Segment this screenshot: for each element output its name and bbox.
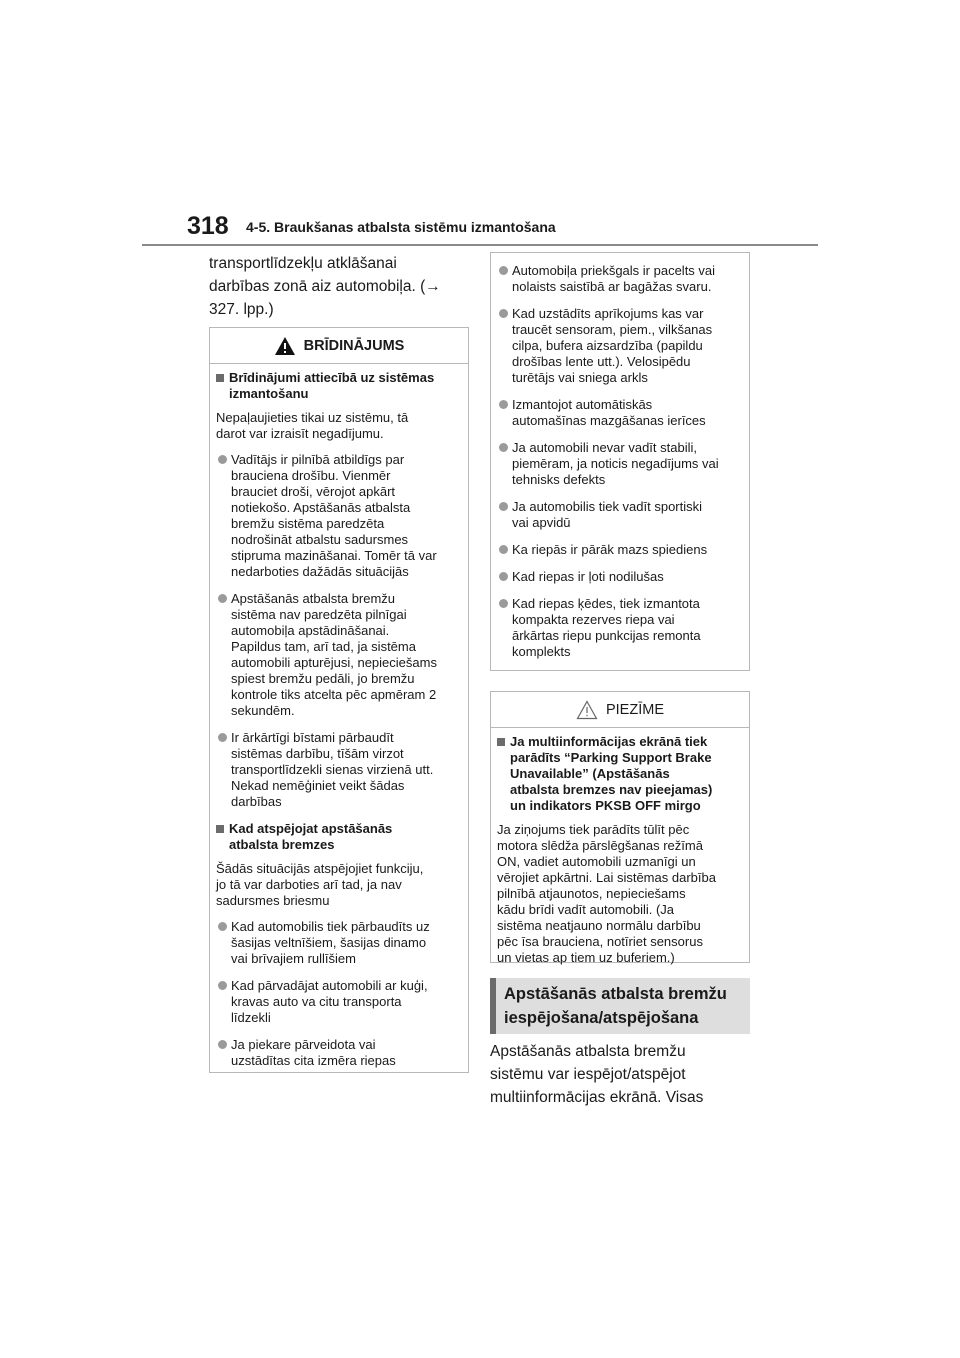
bullet-dot-icon [218,922,227,931]
bullet-line: automobili apturējusi, nepieciešams [231,655,437,670]
bullet-line: piemēram, ja noticis negadījums vai [512,456,719,471]
bullet-dot-icon [218,733,227,742]
bullet-dot-icon [499,599,508,608]
bullet-line: sekundēm. [231,703,295,718]
warning-continued-body [491,253,749,675]
bullet-line: Kad uzstādīts aprīkojums kas var [512,306,704,321]
bullet-line: tehnisks defekts [512,472,606,487]
paragraph-line: jo tā var darboties arī tad, ja nav [216,877,402,892]
section-heading-line: iespējošana/atspējošana [504,1009,699,1027]
bullet-line: spiest bremžu pedāli, jo bremžu [231,671,415,686]
bullet-line: bremžu sistēma paredzēta [231,516,385,531]
bullet-line: notiekošo. Apstāšanās atbalsta [231,500,411,515]
bullet-dot-icon [499,443,508,452]
bullet-line: šasijas veltnīšiem, šasijas dinamo [231,935,427,950]
warning-paragraph [216,861,462,909]
intro-text [209,252,469,321]
warning-header [210,328,468,364]
heading-line: atbalsta bremzes [229,837,335,852]
bullet-dot-icon [499,266,508,275]
warning-subheading [216,370,462,402]
bullet-dot-icon [499,309,508,318]
bullet-item [497,499,743,531]
bullet-line: sistēmas darbību, tīšām virzot [231,746,404,761]
section-title: 4-5. Braukšanas atbalsta sistēmu izmantošana [246,219,556,235]
bullet-item [497,440,743,488]
bullet-line: Kad pārvadājat automobili ar kuģi, [231,978,428,993]
bullet-line: komplekts [512,644,571,659]
notice-triangle-icon [576,700,598,720]
bullet-item [216,730,462,810]
paragraph-line: Ja ziņojums tiek parādīts tūlīt pēc [497,822,690,837]
paragraph-line: vērojiet apkārtni. Lai sistēmas darbība [497,870,716,885]
bullet-line: Apstāšanās atbalsta bremžu [231,591,396,606]
paragraph-line: sistēma neatjauno normālu darbību [497,918,701,933]
note-body [491,728,749,980]
bullet-line: Ja automobili nevar vadīt stabili, [512,440,697,455]
bullet-item [497,542,743,558]
bullet-line: Ja automobilis tiek vadīt sportiski [512,499,703,514]
bullet-line: vai apvidū [512,515,571,530]
bullet-line: drošības lente utt.). Velosipēdu [512,354,691,369]
bullet-line: brauciet droši, vērojot apkārt [231,484,396,499]
heading-line: un indikators PKSB OFF mirgo [510,798,701,813]
bullet-line: sistēma nav paredzēta pilnīgai [231,607,407,622]
note-title: PIEZĪME [605,701,664,718]
bullet-line: Izmantojot automātiskās [512,397,653,412]
note-paragraph [497,822,743,966]
bullet-item [497,397,743,429]
bullet-line: nedarboties dažādās situācijās [231,564,409,579]
bullet-line: vai brīvajiem rullīšiem [231,951,356,966]
intro-line: transportlīdzekļu atklāšanai [209,255,397,272]
intro-line: 327. lpp.) [209,301,274,318]
paragraph-line: pilnībā atjaunotos, nepieciešams [497,886,686,901]
outro-line: Apstāšanās atbalsta bremžu [490,1043,686,1060]
bullet-dot-icon [499,400,508,409]
paragraph-line: pēc īsa brauciena, notīriet sensorus [497,934,703,949]
warning-subheading [216,821,462,853]
bullet-dot-icon [499,572,508,581]
bullet-line: ārkārtas riepu punkcijas remonta [512,628,701,643]
section-heading-line: Apstāšanās atbalsta bremžu [504,985,727,1003]
bullet-line: cilpa, bufera aizsardzība (papildu [512,338,703,353]
bullet-dot-icon [218,1040,227,1049]
bullet-line: Kad riepas ķēdes, tiek izmantota [512,596,700,611]
heading-line: Kad atspējojat apstāšanās [229,821,393,836]
warning-title: BRĪDINĀJUMS [303,337,405,354]
heading-line: Unavailable” (Apstāšanās [510,766,670,781]
bullet-line: līdzekli [231,1010,271,1025]
bullet-dot-icon [218,594,227,603]
bullet-line: Kad riepas ir ļoti nodilušas [512,569,664,584]
section-heading-band [490,978,750,1034]
bullet-item [497,263,743,295]
paragraph-line: darot var izraisīt negadījumu. [216,426,384,441]
header-rule [142,244,818,246]
bullet-line: Ja piekare pārveidota vai [231,1037,376,1052]
warning-box [209,327,469,1073]
bullet-line: turētājs vai sniega arkls [512,370,648,385]
bullet-line: automašīnas mazgāšanas ierīces [512,413,706,428]
paragraph-line: Nepaļaujieties tikai uz sistēmu, tā [216,410,409,425]
bullet-line: nolaists saistībā ar bagāžas svaru. [512,279,712,294]
bullet-line: Ka riepās ir pārāk mazs spiediens [512,542,708,557]
heading-line: Brīdinājumi attiecībā uz sistēmas [229,370,435,385]
heading-line: izmantošanu [229,386,309,401]
note-subheading [497,734,743,814]
bullet-dot-icon [218,981,227,990]
bullet-item [497,569,743,585]
bullet-line: Vadītājs ir pilnībā atbildīgs par [231,452,405,467]
bullet-line: Ir ārkārtīgi bīstami pārbaudīt [231,730,394,745]
bullet-line: stipruma mazināšanai. Tomēr tā var [231,548,437,563]
bullet-line: uzstādītas cita izmēra riepas [231,1053,396,1068]
note-box [490,691,750,963]
square-bullet-icon [216,374,224,382]
bullet-item [216,591,462,719]
bullet-line: kontrole tiks atcelta pēc apmēram 2 [231,687,437,702]
bullet-line: darbības [231,794,282,809]
bullet-line: traucēt sensoram, piem., vilkšanas [512,322,713,337]
paragraph-line: ON, vadiet automobili uzmanīgi un [497,854,696,869]
bullet-line: nodrošināt atbalstu sadursmes [231,532,409,547]
square-bullet-icon [497,738,505,746]
note-header [491,692,749,728]
bullet-line: transportlīdzekli sienas virzienā utt. [231,762,434,777]
heading-line: Ja multiinformācijas ekrānā tiek [510,734,708,749]
bullet-line: brauciena drošību. Vienmēr [231,468,391,483]
bullet-item [497,596,743,660]
bullet-item [216,1037,462,1069]
bullet-item [497,306,743,386]
bullet-item [216,919,462,967]
paragraph-line: Šādās situācijās atspējojiet funkciju, [216,861,424,876]
intro-line: darbības zonā aiz automobiļa. (→ [209,278,441,295]
warning-continued-box [490,252,750,671]
page-number: 318 [187,212,229,240]
outro-text [490,1040,750,1109]
bullet-line: kompakta rezerves riepa vai [512,612,675,627]
bullet-item [216,452,462,580]
outro-line: sistēmu var iespējot/atspējot [490,1066,686,1083]
warning-paragraph [216,410,462,442]
bullet-line: Papildus tam, arī tad, ja sistēma [231,639,416,654]
outro-line: multiinformācijas ekrānā. Visas [490,1089,704,1106]
heading-line: parādīts “Parking Support Brake [510,750,712,765]
bullet-line: Nekad nemēģiniet veikt šādas [231,778,405,793]
bullet-line: automobiļa apstādināšanai. [231,623,390,638]
bullet-dot-icon [499,502,508,511]
warning-triangle-icon [274,336,296,356]
bullet-line: Kad automobilis tiek pārbaudīts uz [231,919,430,934]
paragraph-line: un vietas ap tiem uz buferiem.) [497,950,675,965]
paragraph-line: motora slēdža pārslēgšanas režīmā [497,838,703,853]
bullet-dot-icon [499,545,508,554]
warning-body [210,364,468,1084]
bullet-line: kravas auto va citu transporta [231,994,402,1009]
bullet-item [216,978,462,1026]
square-bullet-icon [216,825,224,833]
paragraph-line: kādu brīdi vadīt automobili. (Ja [497,902,675,917]
bullet-line: Automobiļa priekšgals ir pacelts vai [512,263,716,278]
heading-line: atbalsta bremzes nav pieejamas) [510,782,713,797]
paragraph-line: sadursmes briesmu [216,893,330,908]
bullet-dot-icon [218,455,227,464]
